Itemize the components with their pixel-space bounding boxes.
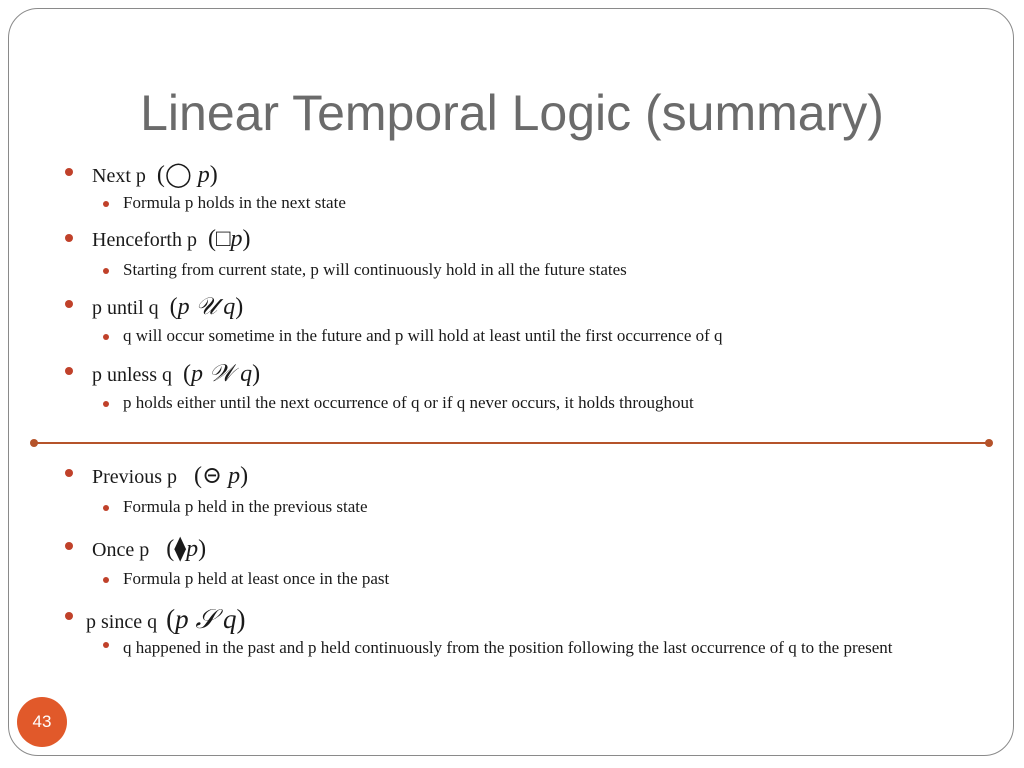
previous-operator-icon: ⊝ bbox=[202, 463, 223, 489]
divider-endpoint bbox=[985, 439, 993, 447]
sub-bullet-once: Formula p held at least once in the past bbox=[123, 569, 390, 588]
bullet-since bbox=[86, 604, 246, 636]
sub-bullet-unless: p holds either until the next occurrence of q or if q never occurs, it holds throughout bbox=[123, 393, 694, 412]
formula-until: (p 𝒰 q) bbox=[169, 292, 244, 320]
bullet-label: Previous p bbox=[92, 466, 177, 488]
next-operator-icon: ◯ bbox=[164, 162, 192, 188]
bullet-label: p since q bbox=[86, 611, 158, 633]
sub-bullet-since: q happened in the past and p held continuously from the position following the last occurrence of q to the present bbox=[123, 634, 973, 662]
sub-bullet-previous: Formula p held in the previous state bbox=[123, 497, 368, 516]
formula-henceforth: (□p) bbox=[207, 226, 251, 252]
bullet-label: p unless q bbox=[92, 364, 172, 386]
box-operator-icon: □ bbox=[215, 226, 231, 252]
bullet-label: Once p bbox=[92, 539, 150, 561]
bullet-label: Henceforth p bbox=[92, 229, 197, 251]
once-operator-icon: ⧫ bbox=[174, 536, 187, 562]
bullet-unless bbox=[92, 359, 260, 388]
bullet-label: p until q bbox=[92, 297, 159, 319]
until-operator-icon: 𝒰 bbox=[195, 292, 218, 320]
formula-unless: (p 𝒲 q) bbox=[183, 359, 261, 387]
divider-endpoint bbox=[30, 439, 38, 447]
slide-title: Linear Temporal Logic (summary) bbox=[140, 85, 884, 141]
unless-operator-icon: 𝒲 bbox=[209, 359, 235, 387]
formula-next: (◯ p) bbox=[156, 162, 218, 188]
bullet-previous bbox=[92, 461, 248, 490]
bullet-once bbox=[92, 534, 206, 563]
sub-bullet-until: q will occur sometime in the future and p will hold at least until the first occurrence of q bbox=[123, 326, 723, 345]
formula-once: (⧫p) bbox=[166, 536, 207, 562]
since-operator-icon: 𝒮 bbox=[195, 604, 217, 635]
bullet-henceforth bbox=[92, 226, 250, 253]
bullet-next bbox=[92, 160, 218, 189]
bullet-until bbox=[92, 292, 243, 321]
section-divider bbox=[34, 442, 989, 444]
formula-since: (p 𝒮 q) bbox=[166, 604, 246, 635]
sub-bullet-next: Formula p holds in the next state bbox=[123, 193, 346, 212]
sub-bullet-henceforth: Starting from current state, p will continuously hold in all the future states bbox=[123, 260, 627, 279]
bullet-label: Next p bbox=[92, 165, 146, 187]
formula-previous: (⊝ p) bbox=[194, 463, 249, 489]
page-number-badge: 43 bbox=[17, 697, 67, 747]
